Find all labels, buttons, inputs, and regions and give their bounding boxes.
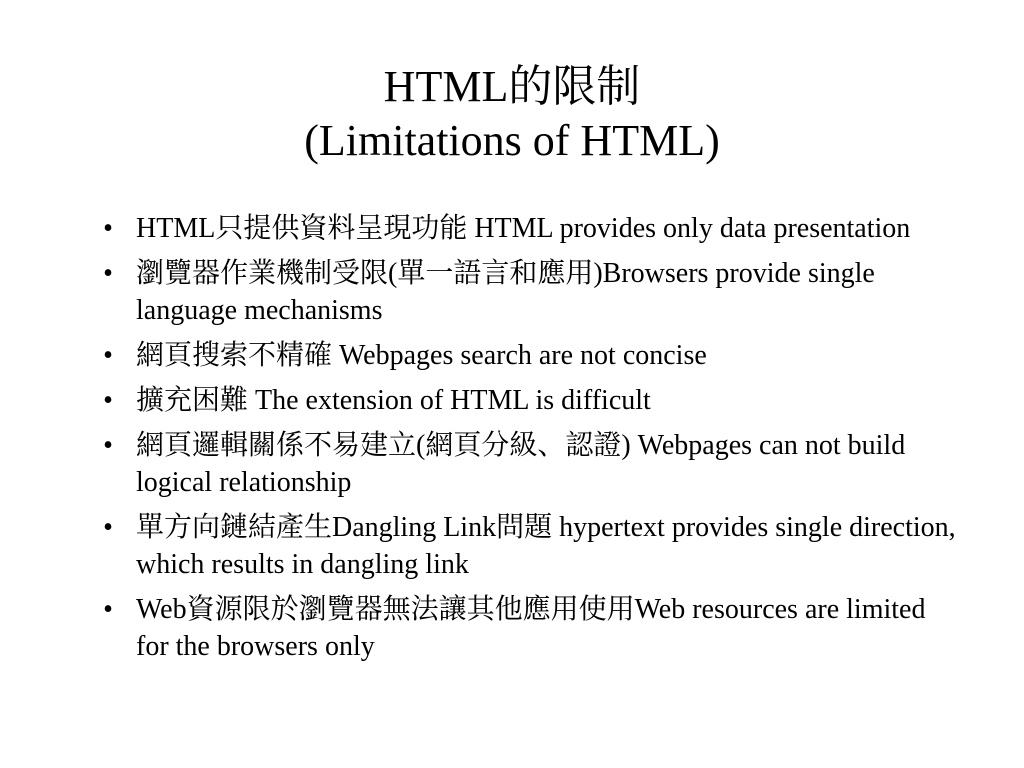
bullet-item xyxy=(98,382,958,419)
bullet-icon: • xyxy=(103,512,113,543)
bullet-list xyxy=(98,210,958,673)
bullet-item xyxy=(98,509,958,583)
title-line-2: (Limitations of HTML) xyxy=(304,116,720,165)
bullet-text: 瀏覽器作業機制受限(單一語言和應用)Browsers provide single language mechanisms xyxy=(136,258,875,326)
bullet-text: 網頁搜索不精確 Webpages search are not concise xyxy=(136,340,707,371)
bullet-icon: • xyxy=(103,385,113,416)
bullet-text: 單方向鏈結產生Dangling Link問題 hypertext provides single direction, which results in dangling link xyxy=(136,512,956,580)
bullet-item xyxy=(98,255,958,329)
bullet-item xyxy=(98,210,958,247)
bullet-icon: • xyxy=(103,258,113,289)
bullet-icon: • xyxy=(103,594,113,625)
bullet-icon: • xyxy=(103,430,113,461)
bullet-text: 網頁邏輯關係不易建立(網頁分級、認證) Webpages can not build logical relationship xyxy=(136,430,906,498)
slide-title xyxy=(0,60,1024,168)
bullet-item xyxy=(98,591,958,665)
bullet-icon: • xyxy=(103,340,113,371)
bullet-text: 擴充困難 The extension of HTML is difficult xyxy=(136,385,651,416)
bullet-item xyxy=(98,427,958,501)
bullet-text: HTML只提供資料呈現功能 HTML provides only data presentation xyxy=(136,213,911,244)
title-line-1: HTML的限制 xyxy=(383,62,641,111)
bullet-text: Web資源限於瀏覽器無法讓其他應用使用Web resources are limited for the browsers only xyxy=(136,594,926,662)
bullet-icon: • xyxy=(103,213,113,244)
bullet-item xyxy=(98,337,958,374)
